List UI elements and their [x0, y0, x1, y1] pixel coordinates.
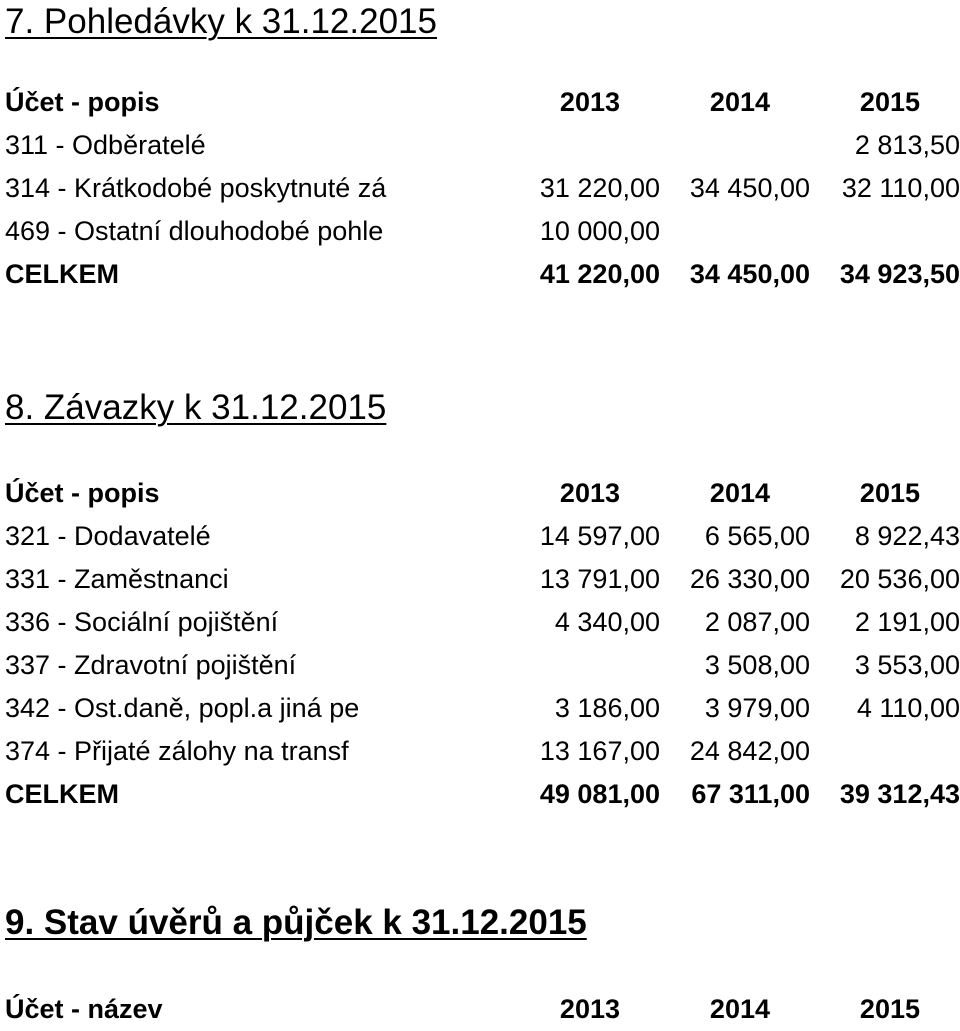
column-header-2014: 2014 — [709, 478, 770, 508]
column-header-2015: 2015 — [859, 994, 920, 1024]
table-row — [5, 730, 960, 773]
value-2015: 8 922,43 — [854, 521, 960, 551]
value-2014: 24 842,00 — [689, 736, 810, 766]
table-row — [5, 644, 960, 687]
value-2014: 34 450,00 — [689, 173, 810, 203]
total-row — [5, 253, 960, 296]
total-2015: 34 923,50 — [839, 259, 960, 289]
receivables-heading: 7. Pohledávky k 31.12.2015 — [5, 2, 437, 41]
column-header-2014: 2014 — [709, 87, 770, 117]
column-header-2015: 2015 — [859, 87, 920, 117]
total-2014: 67 311,00 — [691, 779, 810, 809]
value-2015: 20 536,00 — [839, 564, 960, 594]
value-2014 — [660, 124, 810, 167]
total-2015: 39 312,43 — [839, 779, 960, 809]
value-2013: 10 000,00 — [539, 216, 660, 246]
row-description: 314 - Krátkodobé poskytnuté zá — [5, 173, 387, 203]
table-row — [5, 515, 960, 558]
value-2014: 6 565,00 — [704, 521, 810, 551]
total-2014: 34 450,00 — [689, 259, 810, 289]
value-2015: 2 813,50 — [854, 130, 960, 160]
table-row — [5, 167, 960, 210]
value-2013: 13 791,00 — [539, 564, 660, 594]
column-header-2014: 2014 — [709, 994, 770, 1024]
column-header-2013: 2013 — [559, 478, 620, 508]
row-description: 342 - Ost.daně, popl.a jiná pe — [5, 693, 360, 723]
column-header-account: Účet - popis — [5, 478, 160, 508]
value-2015: 4 110,00 — [856, 693, 960, 723]
column-header-2015: 2015 — [859, 478, 920, 508]
table-row — [5, 601, 960, 644]
table-row — [5, 687, 960, 730]
value-2014: 3 508,00 — [704, 650, 810, 680]
row-description: 311 - Odběratelé — [5, 130, 206, 160]
row-description: 321 - Dodavatelé — [5, 521, 211, 551]
row-description: 336 - Sociální pojištění — [5, 607, 279, 637]
table-row — [5, 124, 960, 167]
value-2014: 2 087,00 — [704, 607, 810, 637]
column-header-account: Účet - název — [5, 994, 163, 1024]
column-header-2013: 2013 — [559, 994, 620, 1024]
value-2015 — [810, 730, 960, 773]
value-2013 — [510, 124, 660, 167]
value-2013: 3 186,00 — [554, 693, 660, 723]
value-2014 — [660, 210, 810, 253]
total-label: CELKEM — [5, 779, 119, 809]
column-header-2013: 2013 — [559, 87, 620, 117]
row-description: 337 - Zdravotní pojištění — [5, 650, 297, 680]
total-2013: 41 220,00 — [539, 259, 660, 289]
value-2013: 14 597,00 — [539, 521, 660, 551]
table-header-row — [5, 81, 960, 124]
value-2015: 2 191,00 — [854, 607, 960, 637]
value-2015: 3 553,00 — [854, 650, 960, 680]
table-row — [5, 210, 960, 253]
value-2013: 4 340,00 — [554, 607, 660, 637]
value-2013: 13 167,00 — [539, 736, 660, 766]
value-2014: 3 979,00 — [704, 693, 810, 723]
column-header-account: Účet - popis — [5, 87, 160, 117]
row-description: 374 - Přijaté zálohy na transf — [5, 736, 349, 766]
total-row — [5, 773, 960, 816]
row-description: 331 - Zaměstnanci — [5, 564, 229, 594]
value-2015: 32 110,00 — [841, 173, 960, 203]
value-2013: 31 220,00 — [539, 173, 660, 203]
table-row — [5, 558, 960, 601]
row-description: 469 - Ostatní dlouhodobé pohle — [5, 216, 384, 246]
total-2013: 49 081,00 — [539, 779, 660, 809]
value-2014: 26 330,00 — [689, 564, 810, 594]
receivables-table — [5, 81, 960, 296]
table-header-row — [5, 472, 960, 515]
liabilities-heading: 8. Závazky k 31.12.2015 — [5, 388, 387, 427]
value-2013 — [510, 644, 660, 687]
loans-heading: 9. Stav úvěrů a půjček k 31.12.2015 — [5, 903, 587, 942]
total-label: CELKEM — [5, 259, 119, 289]
liabilities-table — [5, 472, 960, 816]
value-2015 — [810, 210, 960, 253]
